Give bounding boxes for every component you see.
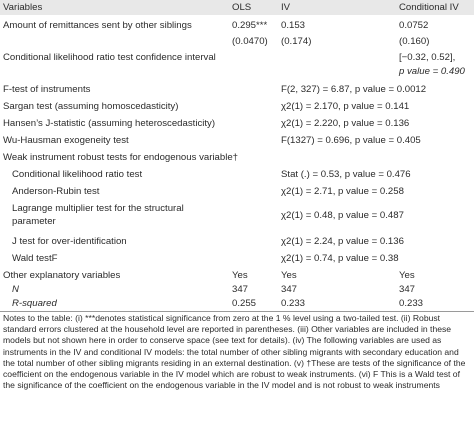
remittances-conditional-iv: 0.0752 <box>399 20 429 31</box>
table-notes-text: Notes to the table: (i) ***denotes statistical significance from zero at the 1 % level using a two-tailed test. (ii) Robust standard errors clustered at the household level are reported in parentheses. (iii) Other variables are included in these models but not shown here in order to conserve space (see text for details). (iv) The following variables are used as instruments in the IV and conditional IV models: the total number of other sibling migrants with secondary education and the total number of other sibling migrants residing in an external destination. (v) †These are tests of the significance of the coefficient on the endogenous variable in the IV model which are robust to weak instruments. (vi) F This is a Wald test of the significance of the coefficient on the endogenous variable in the IV model and is not robust to weak instruments <box>3 313 466 391</box>
hansen-iv: χ2(1) = 2.220, p value = 0.136 <box>281 118 410 129</box>
ftest-iv: F(2, 327) = 6.87, p value = 0.0012 <box>281 84 427 95</box>
row-anderson-rubin-label: Anderson-Rubin test <box>12 186 100 197</box>
row-sargan-label: Sargan test (assuming homoscedasticity) <box>3 101 179 112</box>
header-iv: IV <box>281 2 291 13</box>
notes-divider <box>0 311 474 312</box>
r-squared-conditional-iv: 0.233 <box>399 298 424 309</box>
other-ols: Yes <box>232 270 248 281</box>
header-variables: Variables <box>3 2 43 13</box>
header-ols: OLS <box>232 2 252 13</box>
wald-iv: χ2(1) = 0.74, p value = 0.38 <box>281 253 399 264</box>
n-iv: 347 <box>281 284 298 295</box>
clr-iv: Stat (.) = 0.53, p value = 0.476 <box>281 169 411 180</box>
remittances-se-ols: (0.0470) <box>232 36 268 47</box>
remittances-iv: 0.153 <box>281 20 306 31</box>
wu-hausman-iv: F(1327) = 0.696, p value = 0.405 <box>281 135 421 146</box>
remittances-ols: 0.295*** <box>232 20 268 31</box>
r-squared-iv: 0.233 <box>281 298 306 309</box>
clr-ci-pvalue: p value = 0.490 <box>399 66 465 77</box>
row-j-test-label: J test for over-identification <box>12 236 127 247</box>
other-conditional-iv: Yes <box>399 270 415 281</box>
table-notes <box>3 313 471 391</box>
remittances-se-conditional-iv: (0.160) <box>399 36 430 47</box>
row-other-variables-label: Other explanatory variables <box>3 270 121 281</box>
n-conditional-iv: 347 <box>399 284 416 295</box>
row-r-squared-label: R-squared <box>12 298 57 309</box>
row-ftest-label: F-test of instruments <box>3 84 91 95</box>
row-wu-hausman-label: Wu-Hausman exogeneity test <box>3 135 129 146</box>
row-hansen-label: Hansen’s J-statistic (assuming heteroscedasticity) <box>3 118 216 129</box>
row-clr-label: Conditional likelihood ratio test <box>12 169 143 180</box>
header-conditional-iv: Conditional IV <box>399 2 459 13</box>
remittances-se-iv: (0.174) <box>281 36 312 47</box>
n-ols: 347 <box>232 284 249 295</box>
other-iv: Yes <box>281 270 297 281</box>
sargan-iv: χ2(1) = 2.170, p value = 0.141 <box>281 101 410 112</box>
clr-ci-interval: [−0.32, 0.52], <box>399 52 456 63</box>
r-squared-ols: 0.255 <box>232 298 257 309</box>
row-clr-ci-label: Conditional likelihood ratio test confidence interval <box>3 52 216 63</box>
row-remittances-label: Amount of remittances sent by other siblings <box>3 20 192 31</box>
lagrange-iv: χ2(1) = 0.48, p value = 0.487 <box>281 210 404 221</box>
row-lagrange-label-cont: parameter <box>12 216 56 227</box>
row-wald-label: Wald testF <box>12 253 58 264</box>
row-n-label: N <box>12 284 19 295</box>
anderson-rubin-iv: χ2(1) = 2.71, p value = 0.258 <box>281 186 404 197</box>
j-test-iv: χ2(1) = 2.24, p value = 0.136 <box>281 236 404 247</box>
row-weak-instrument-label: Weak instrument robust tests for endogenous variable† <box>3 152 238 163</box>
row-lagrange-label: Lagrange multiplier test for the structural <box>12 203 184 214</box>
